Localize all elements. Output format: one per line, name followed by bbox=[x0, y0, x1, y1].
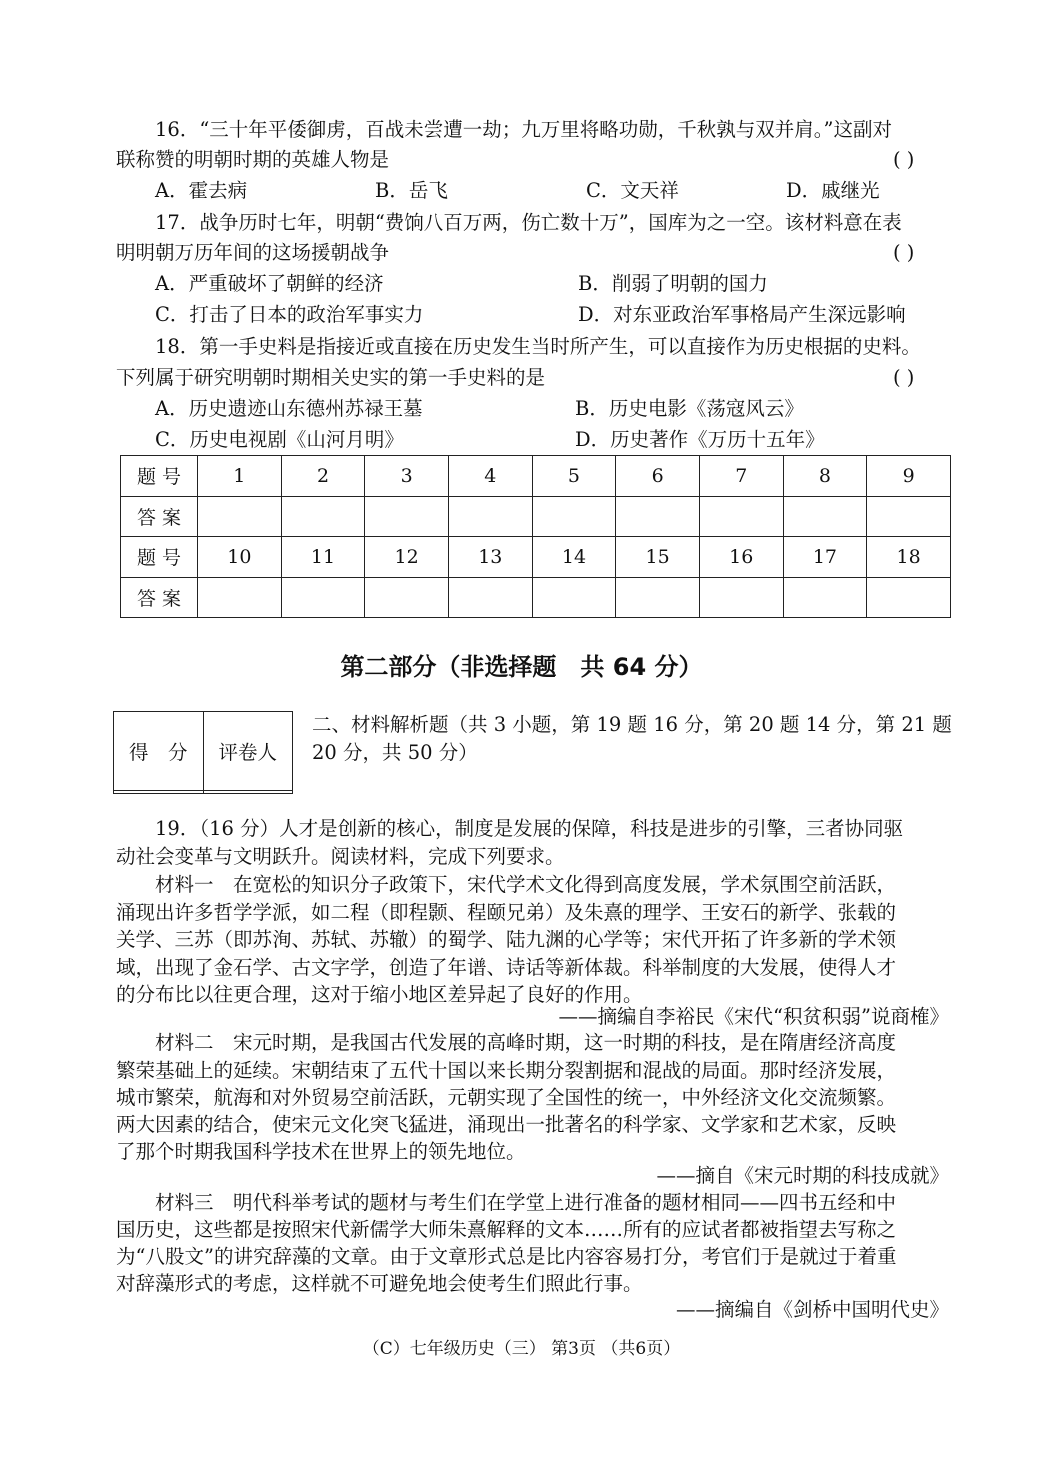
q16-answer-paren: ( ) bbox=[893, 148, 915, 171]
answer-cell[interactable] bbox=[532, 577, 616, 618]
material1-line2: 涌现出许多哲学学派，如二程（即程颢、程颐兄弟）及朱熹的理学、王安石的新学、张载的 bbox=[116, 901, 897, 924]
number-cell: 2 bbox=[281, 456, 365, 497]
q16-line1: 16．“三十年平倭御虏，百战未尝遭一劫；九万里将略功勋，千秋孰与双并肩。”这副对 bbox=[155, 118, 893, 141]
material3-line1: 材料三 明代科举考试的题材与考生们在学堂上进行准备的题材相同——四书五经和中 bbox=[155, 1191, 897, 1214]
answer-cell[interactable] bbox=[365, 496, 449, 537]
material1-line1: 材料一 在宽松的知识分子政策下，宋代学术文化得到高度发展，学术氛围空前活跃， bbox=[155, 873, 897, 896]
number-cell: 7 bbox=[699, 456, 783, 497]
q16-option-b: B．岳飞 bbox=[375, 179, 448, 202]
number-cell: 3 bbox=[365, 456, 449, 497]
number-label: 题 号 bbox=[121, 537, 198, 578]
material1-line5: 的分布比以往更合理，这对于缩小地区差异起了良好的作用。 bbox=[116, 983, 643, 1006]
number-cell: 16 bbox=[699, 537, 783, 578]
number-cell: 18 bbox=[867, 537, 951, 578]
grader-cell[interactable] bbox=[203, 791, 293, 794]
answer-cell[interactable] bbox=[198, 496, 282, 537]
material2-source: ——摘自《宋元时期的科技成就》 bbox=[656, 1164, 949, 1187]
q17-line2: 明明朝万历年间的这场援朝战争 bbox=[116, 241, 390, 264]
q18-option-c: C．历史电视剧《山河月明》 bbox=[155, 428, 404, 451]
material2-line4: 两大因素的结合，使宋元文化突飞猛进，涌现出一批著名的科学家、文学家和艺术家，反映 bbox=[116, 1113, 897, 1136]
material1-line4: 域，出现了金石学、古文字学，创造了年谱、诗话等新体裁。科举制度的大发展，使得人才 bbox=[116, 956, 897, 979]
grader-label: 评卷人 bbox=[203, 712, 293, 791]
number-cell: 10 bbox=[198, 537, 282, 578]
answer-cell[interactable] bbox=[532, 496, 616, 537]
answer-cell[interactable] bbox=[699, 577, 783, 618]
material1-source: ——摘编自李裕民《宋代“积贫积弱”说商榷》 bbox=[558, 1005, 949, 1028]
material2-line3: 城市繁荣，航海和对外贸易空前活跃，元朝实现了全国性的统一，中外经济文化交流频繁。 bbox=[116, 1086, 897, 1109]
material3-line2: 国历史，这些都是按照宋代新儒学大师朱熹解释的文本……所有的应试者都被指望去写称之 bbox=[116, 1218, 897, 1241]
number-cell: 6 bbox=[616, 456, 700, 497]
number-cell: 11 bbox=[281, 537, 365, 578]
answer-cell[interactable] bbox=[281, 577, 365, 618]
material3-line4: 对辞藻形式的考虑，这样就不可避免地会使考生们照此行事。 bbox=[116, 1272, 643, 1295]
page-footer: （C）七年级历史（三） 第3页 （共6页） bbox=[362, 1339, 681, 1359]
q17-option-d: D．对东亚政治军事格局产生深远影响 bbox=[578, 303, 906, 326]
answer-cell[interactable] bbox=[783, 577, 867, 618]
q18-line1: 18．第一手史料是指接近或直接在历史发生当时所产生，可以直接作为历史根据的史料。 bbox=[155, 335, 921, 358]
q16-line2: 联称赞的明朝时期的英雄人物是 bbox=[116, 148, 390, 171]
material2-line5: 了那个时期我国科学技术在世界上的领先地位。 bbox=[116, 1140, 526, 1163]
answer-table-answer-row-2 bbox=[121, 577, 951, 618]
q17-option-a: A．严重破坏了朝鲜的经济 bbox=[155, 272, 384, 295]
number-label: 题 号 bbox=[121, 456, 198, 497]
q18-option-a: A．历史遗迹山东德州苏禄王墓 bbox=[155, 397, 423, 420]
number-cell: 17 bbox=[783, 537, 867, 578]
answer-cell[interactable] bbox=[867, 496, 951, 537]
answer-cell[interactable] bbox=[867, 577, 951, 618]
number-cell: 9 bbox=[867, 456, 951, 497]
q18-line2: 下列属于研究明朝时期相关史实的第一手史料的是 bbox=[116, 366, 546, 389]
number-cell: 15 bbox=[616, 537, 700, 578]
q19-intro-line2: 动社会变革与文明跃升。阅读材料，完成下列要求。 bbox=[116, 845, 565, 868]
answer-cell[interactable] bbox=[448, 496, 532, 537]
answer-cell[interactable] bbox=[616, 577, 700, 618]
q16-option-c: C．文天祥 bbox=[586, 179, 679, 202]
answer-cell[interactable] bbox=[783, 496, 867, 537]
q17-option-b: B．削弱了明朝的国力 bbox=[578, 272, 768, 295]
number-cell: 14 bbox=[532, 537, 616, 578]
q18-option-b: B．历史电影《荡寇风云》 bbox=[575, 397, 804, 420]
q17-answer-paren: ( ) bbox=[893, 241, 915, 264]
number-cell: 12 bbox=[365, 537, 449, 578]
section2-heading-line2: 20 分，共 50 分） bbox=[312, 741, 478, 764]
answer-label: 答 案 bbox=[121, 577, 198, 618]
answer-cell[interactable] bbox=[448, 577, 532, 618]
score-table bbox=[113, 711, 293, 794]
number-cell: 8 bbox=[783, 456, 867, 497]
number-cell: 1 bbox=[198, 456, 282, 497]
material1-line3: 关学、三苏（即苏洵、苏轼、苏辙）的蜀学、陆九渊的心学等；宋代开拓了许多新的学术领 bbox=[116, 928, 897, 951]
material3-line3: 为“八股文”的讲究辞藻的文章。由于文章形式总是比内容容易打分，考官们于是就过于着重 bbox=[116, 1245, 897, 1268]
number-cell: 4 bbox=[448, 456, 532, 497]
number-cell: 5 bbox=[532, 456, 616, 497]
answer-cell[interactable] bbox=[281, 496, 365, 537]
answer-table-number-row-2 bbox=[121, 537, 951, 578]
material2-line1: 材料二 宋元时期，是我国古代发展的高峰时期，这一时期的科技，是在隋唐经济高度 bbox=[155, 1031, 897, 1054]
number-cell: 13 bbox=[448, 537, 532, 578]
q19-intro-line1: 19．（16 分）人才是创新的核心，制度是发展的保障，科技是进步的引擎，三者协同驱 bbox=[155, 817, 904, 840]
q17-option-c: C．打击了日本的政治军事实力 bbox=[155, 303, 424, 326]
answer-cell[interactable] bbox=[616, 496, 700, 537]
answer-cell[interactable] bbox=[198, 577, 282, 618]
q18-option-d: D．历史著作《万历十五年》 bbox=[575, 428, 825, 451]
material3-source: ——摘编自《剑桥中国明代史》 bbox=[675, 1298, 949, 1321]
score-cell[interactable] bbox=[114, 791, 204, 794]
answer-table-number-row-1 bbox=[121, 456, 951, 497]
q18-answer-paren: ( ) bbox=[893, 366, 915, 389]
part2-title: 第二部分（非选择题 共 64 分） bbox=[340, 653, 703, 681]
answer-table bbox=[120, 455, 951, 618]
answer-label: 答 案 bbox=[121, 496, 198, 537]
q17-line1: 17．战争历时七年，明朝“费饷八百万两，伤亡数十万”，国库为之一空。该材料意在表 bbox=[155, 211, 902, 234]
answer-cell[interactable] bbox=[699, 496, 783, 537]
q16-option-d: D．戚继光 bbox=[786, 179, 880, 202]
section2-heading-line1: 二、材料解析题（共 3 小题，第 19 题 16 分，第 20 题 14 分，第 21 题 bbox=[312, 713, 952, 736]
score-label: 得 分 bbox=[114, 712, 204, 791]
q16-option-a: A．霍去病 bbox=[155, 179, 248, 202]
material2-line2: 繁荣基础上的延续。宋朝结束了五代十国以来长期分裂割据和混战的局面。那时经济发展， bbox=[116, 1059, 897, 1082]
answer-cell[interactable] bbox=[365, 577, 449, 618]
answer-table-answer-row-1 bbox=[121, 496, 951, 537]
